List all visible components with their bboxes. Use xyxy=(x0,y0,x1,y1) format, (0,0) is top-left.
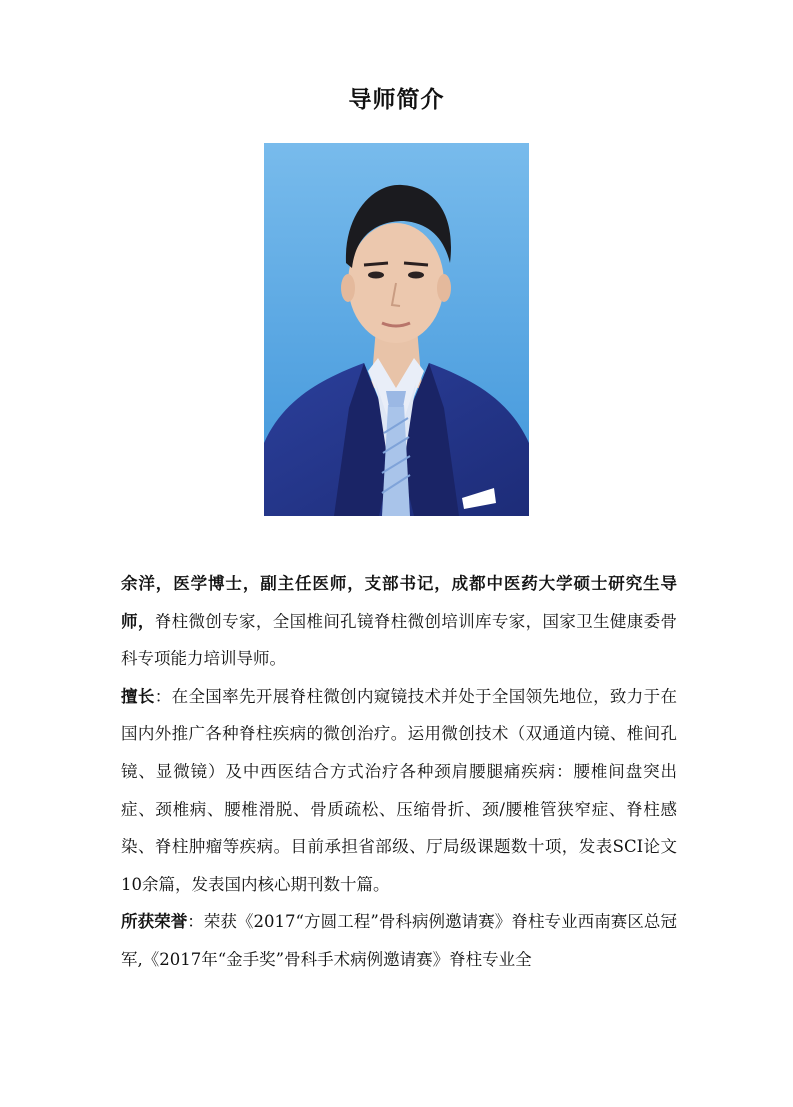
expertise-label: 擅长 xyxy=(121,686,155,706)
honors-label: 所获荣誉 xyxy=(121,912,188,932)
intro-text: 脊柱微创专家，全国椎间孔镜脊柱微创培训库专家，国家卫生健康委骨科专项能力培训导师。 xyxy=(121,611,677,669)
honors-paragraph xyxy=(121,903,677,978)
honors-text: ：荣获《2017“方圆工程”骨科病例邀请赛》脊柱专业西南赛区总冠军,《2017年“金手奖”骨科手术病例邀请赛》脊柱专业全 xyxy=(121,912,677,969)
page-title: 导师简介 xyxy=(348,86,445,113)
portrait-photo xyxy=(264,143,529,516)
intro-bold-text: 余洋，医学博士，副主任医师，支部书记，成都中医药大学硕士研究生导师， xyxy=(121,574,677,631)
bio-content xyxy=(121,565,677,979)
expertise-paragraph xyxy=(121,678,677,904)
expertise-text: ：在全国率先开展脊柱微创内窥镜技术并处于全国领先地位，致力于在国内外推广各种脊柱疾病的微创治疗。运用微创技术（双通道内镜、椎间孔镜、显微镜）及中西医结合方式治疗各种颈肩腰腿痛疾病：腰椎间盘突出症、颈椎病、腰椎滑脱、骨质疏松、压缩骨折、颈/腰椎管狭窄症、脊柱感染、脊柱肿瘤等疾病。目前承担省部级、厅局级课题数十项，发表SCI论文10余篇，发表国内核心期刊数十篇。 xyxy=(121,686,677,894)
intro-paragraph xyxy=(121,565,677,678)
